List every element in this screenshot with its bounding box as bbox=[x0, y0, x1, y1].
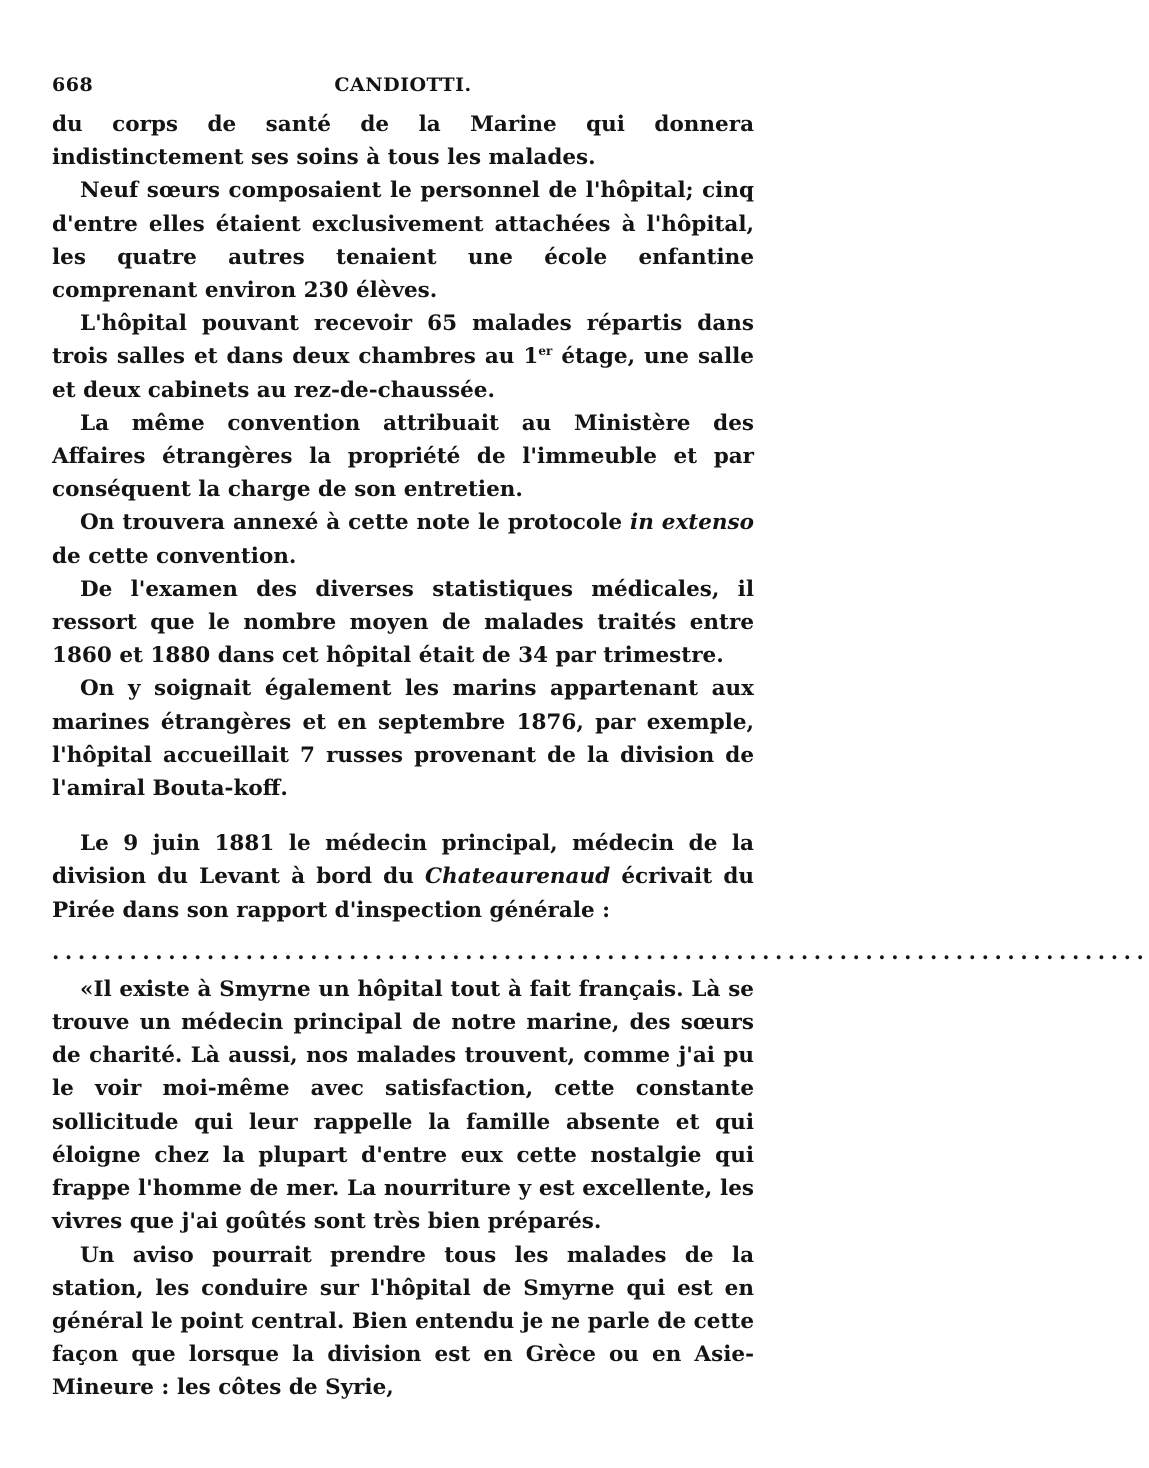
paragraph bbox=[52, 827, 754, 927]
italic-text: Chateaurenaud bbox=[425, 864, 611, 890]
paragraph-text: Le 9 juin 1881 le médecin principal, médecin de la division du Levant à bord du bbox=[52, 831, 754, 890]
paragraph-text: étage, une salle et deux cabinets au rez-de-chaussée. bbox=[52, 344, 754, 403]
superscript: er bbox=[538, 344, 553, 359]
dotted-separator: ..................................................................................... bbox=[52, 938, 1149, 964]
paragraph bbox=[52, 506, 754, 572]
paragraph: Neuf sœurs composaient le personnel de l'hôpital; cinq d'entre elles étaient exclusivement attachées à l'hôpital, les quatre autres tenaient une école enfantine comprenant environ 230 élèves. bbox=[52, 178, 754, 304]
paragraph: De l'examen des diverses statistiques médicales, il ressort que le nombre moyen de malades traités entre 1860 et 1880 dans cet hôpital était de 34 par trimestre. bbox=[52, 576, 754, 669]
paragraph: La même convention attribuait au Ministère des Affaires étrangères la propriété de l'immeuble et par conséquent la charge de son entretien. bbox=[52, 410, 754, 503]
paragraph bbox=[52, 307, 754, 407]
paragraph-text: On trouvera annexé à cette note le protocole bbox=[80, 510, 631, 536]
running-head: CANDIOTTI. bbox=[334, 74, 472, 96]
paragraph: On y soignait également les marins appartenant aux marines étrangères et en septembre 1876, par exemple, l'hôpital accueillait 7 russes provenant de la division de l'amiral Bouta-koff. bbox=[52, 676, 754, 802]
paragraph-text: L'hôpital pouvant recevoir 65 malades répartis dans trois salles et dans deux chambres au 1 bbox=[52, 311, 754, 370]
paragraph-text: de cette convention. bbox=[52, 543, 297, 569]
page-header bbox=[52, 68, 754, 108]
italic-text: in extenso bbox=[630, 510, 754, 536]
paragraph: du corps de santé de la Marine qui donnera indistinctement ses soins à tous les malades. bbox=[52, 112, 754, 171]
quoted-paragraph: «Il existe à Smyrne un hôpital tout à fait français. Là se trouve un médecin principal de notre marine, des sœurs de charité. Là aussi, nos malades trouvent, comme j'ai pu le voir moi-même avec satisfaction, cette constante sollicitude qui leur rappelle la famille absente et qui éloigne chez la plupart d'entre eux cette nostalgie qui frappe l'homme de mer. La nourriture y est excellente, les vivres que j'ai goûtés sont très bien préparés. bbox=[52, 976, 754, 1235]
quoted-paragraph: Un aviso pourrait prendre tous les malades de la station, les conduire sur l'hôpital de Smyrne qui est en général le point central. Bien entendu je ne parle de cette façon que lorsque la division est en Grèce ou en Asie-Mineure : les côtes de Syrie, bbox=[52, 1242, 754, 1401]
page-number: 668 bbox=[52, 74, 94, 96]
paragraph-text: écrivait du Pirée dans son rapport d'inspection générale : bbox=[52, 864, 754, 923]
body-text bbox=[52, 108, 1149, 1405]
